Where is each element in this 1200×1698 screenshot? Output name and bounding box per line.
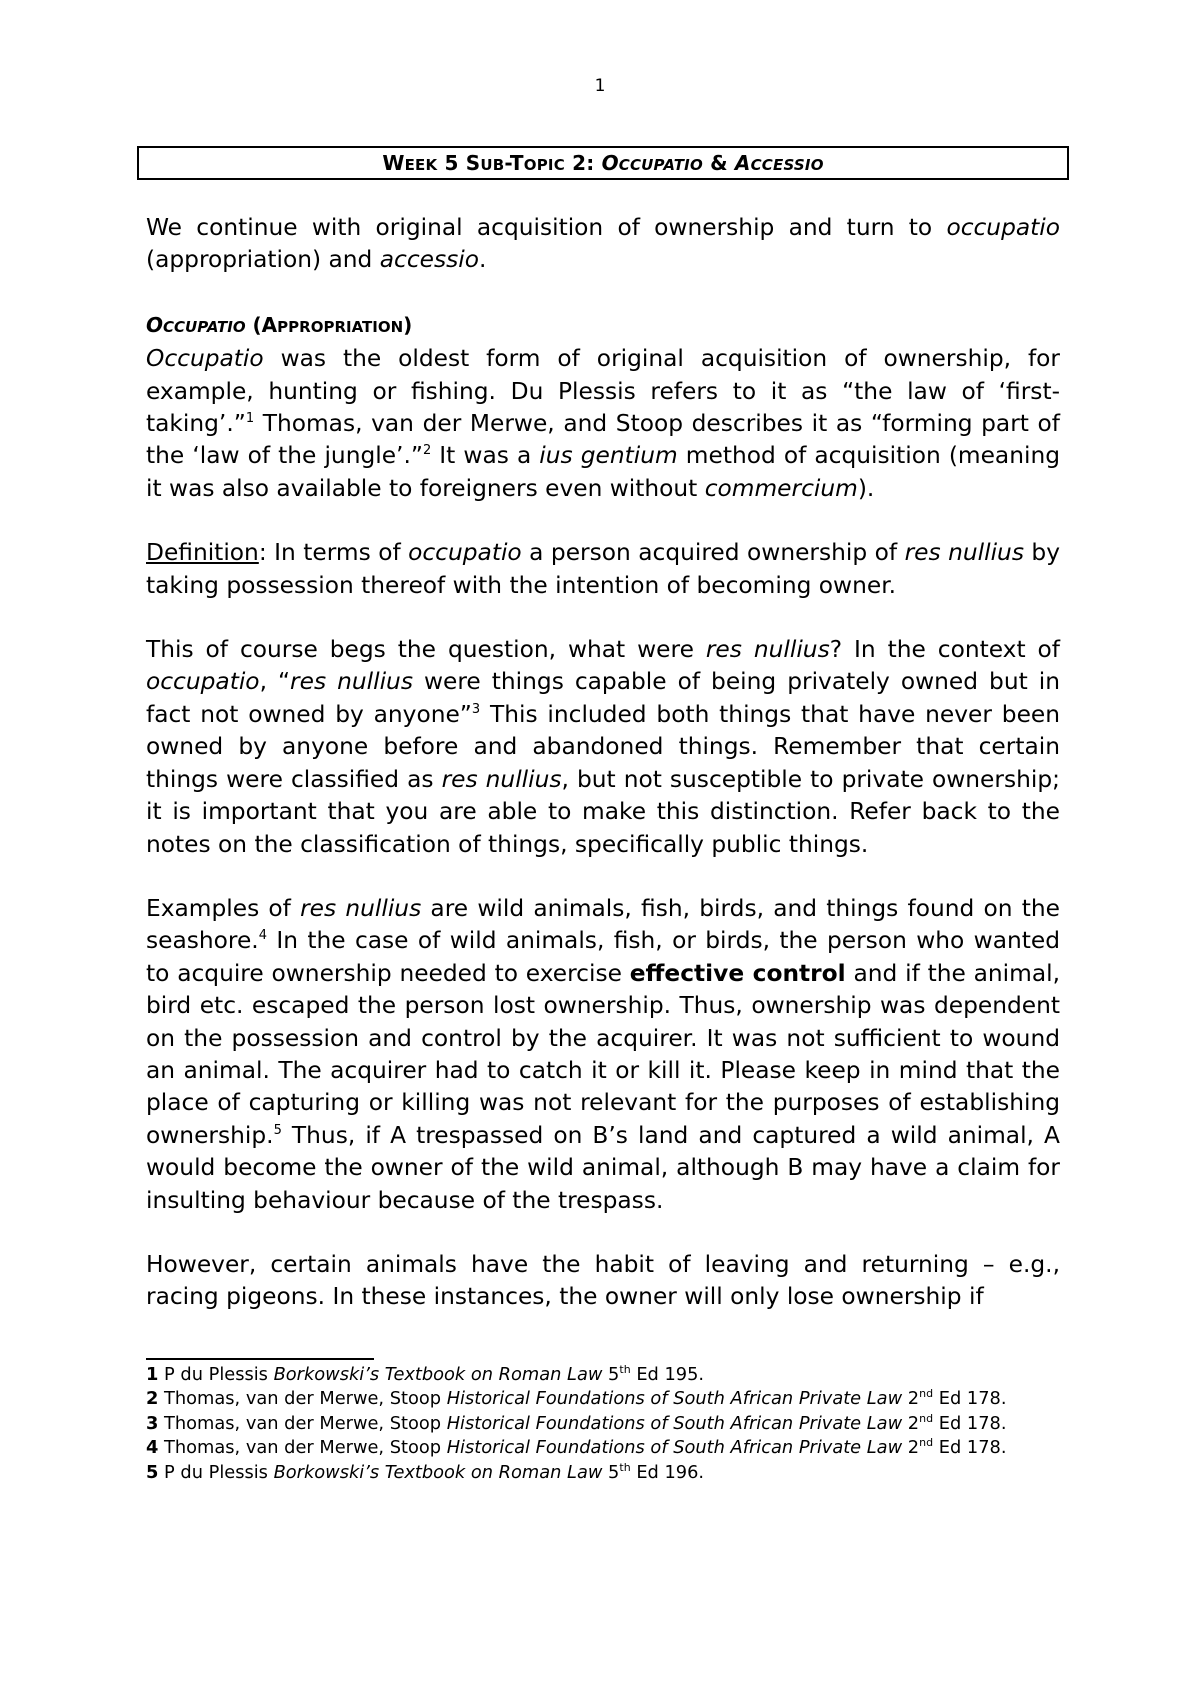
footnote-number: 2	[146, 1388, 159, 1410]
footnote-number: 4	[146, 1437, 159, 1459]
book-title: Borkowski’s Textbook on Roman Law	[273, 1364, 603, 1385]
text-run: 5	[602, 1364, 620, 1385]
title-part: W	[382, 151, 405, 175]
text-run: ? In the context of	[829, 636, 1060, 664]
text-run: (appropriation) and	[146, 246, 380, 274]
text-run: Ed 178.	[933, 1388, 1007, 1410]
footnote	[146, 1436, 1060, 1460]
italic-term: accessio	[379, 246, 479, 274]
text-run: method of acquisition (meaning it was also available to foreigners even without	[146, 442, 1061, 502]
italic-term: res nullius	[300, 894, 422, 922]
text-run: Examples of	[146, 894, 301, 922]
book-title: Historical Foundations of South African Private Law	[446, 1437, 903, 1459]
italic-term: occupatio	[946, 214, 1060, 241]
text-run: Thus, if A trespassed on B’s land and captured a wild animal, A would become the owner of the wild animal, although B may have a claim for insulting behaviour because of the trespass.	[146, 1121, 1060, 1214]
book-title: Historical Foundations of South African Private Law	[446, 1388, 903, 1410]
footnote-ref[interactable]: 2	[422, 443, 432, 459]
footnote-ref[interactable]: 1	[245, 411, 255, 427]
title-part: &	[702, 151, 735, 175]
text-run: We continue with original acquisition of ownership and turn to	[146, 214, 947, 241]
italic-term: ius gentium	[539, 442, 678, 470]
text-run: Ed 195.	[630, 1364, 705, 1385]
text-run: ).	[857, 474, 875, 502]
text-run: This of course begs the question, what were	[146, 636, 706, 664]
text-run: Ed 178.	[933, 1412, 1007, 1434]
title-part: OPIC	[523, 156, 565, 174]
text-run: , “	[259, 668, 291, 696]
footnote-number: 5	[146, 1461, 159, 1483]
text-run: It was a	[431, 442, 540, 470]
text-run: are wild animals, fish, birds, and things found on the seashore.	[146, 894, 1060, 955]
ordinal-suffix: nd	[919, 1436, 934, 1450]
italic-term: res nullius	[441, 765, 562, 793]
ordinal-suffix: th	[619, 1363, 631, 1376]
text-run: 2	[902, 1412, 920, 1434]
text-run: In the case of wild animals, fish, or birds, the person who wanted to acquire ownership needed to exercise	[146, 927, 1060, 987]
heading-part: O	[146, 312, 164, 337]
title-part: CCESSIO	[750, 156, 824, 174]
footnote-number: 1	[146, 1364, 159, 1385]
italic-term: res nullius	[904, 539, 1024, 567]
body-text	[146, 212, 1060, 1314]
ordinal-suffix: nd	[919, 1387, 934, 1401]
title-part: 5 S	[437, 151, 481, 175]
text-run: Ed 178.	[933, 1437, 1007, 1459]
text-run: Thomas, van der Merwe, Stoop	[158, 1388, 447, 1410]
text-run: However, certain animals have the habit of leaving and returning – e.g., racing pigeons. In these instances, the owner will only lose ownership if	[146, 1250, 1060, 1311]
bold-term: effective control	[629, 959, 846, 987]
text-run: Thomas, van der Merwe, Stoop	[158, 1437, 447, 1459]
title-part: CCUPATIO	[618, 156, 703, 174]
definition-label: Definition	[146, 539, 259, 567]
text-run: , but not susceptible to private ownership; it is important that you are able to make this distinction. Refer back to the notes on the classification of things, specifically public things.	[146, 765, 1060, 858]
text-run: 5	[602, 1461, 620, 1483]
heading-part: (A	[245, 312, 278, 337]
text-run: were things capable of being privately owned but in fact not owned by anyone”	[146, 668, 1060, 728]
text-run: 2	[902, 1437, 920, 1459]
text-run: a person acquired ownership of	[521, 539, 905, 567]
italic-term: occupatio	[408, 539, 522, 567]
title-part: UB	[480, 156, 505, 174]
text-run: and if the animal, bird etc. escaped the person lost ownership. Thus, ownership was dependent on the possession and control by the acquirer. It was not sufficient to wound an animal. The acquirer had to catch it or kill it. Please keep in mind that the place of capturing or killing was not relevant for the purposes of establishing ownership.	[146, 959, 1060, 1149]
italic-term: res nullius	[705, 636, 830, 664]
intro-paragraph	[146, 212, 1060, 277]
footnote	[146, 1387, 1060, 1411]
occupatio-paragraph	[146, 343, 1060, 505]
title-part: EEK	[404, 156, 438, 174]
italic-term: res nullius	[290, 668, 413, 696]
text-run: Thomas, van der Merwe, Stoop	[158, 1412, 447, 1434]
title-part: O	[601, 151, 619, 175]
title-part: A	[734, 151, 751, 175]
footnote	[146, 1412, 1060, 1436]
ordinal-suffix: th	[619, 1460, 631, 1474]
text-run: was the oldest form of original acquisition of ownership, for example, hunting or fishing. Du Plessis refers to it as “the law of ‘first-taking’.”	[146, 345, 1060, 438]
ordinal-suffix: nd	[919, 1411, 934, 1425]
text-run: .	[478, 246, 487, 274]
text-run: P du Plessis	[158, 1461, 274, 1483]
text-run: Ed 196.	[630, 1461, 705, 1483]
footnote	[146, 1363, 1060, 1387]
text-run: Thomas, van der Merwe, and Stoop describes it as “forming part of the ‘law of the jungle’.”	[146, 410, 1060, 470]
footnote-number: 3	[146, 1412, 159, 1434]
page-title	[137, 146, 1069, 180]
italic-term: Occupatio	[146, 345, 264, 373]
title-part: -T	[504, 151, 524, 175]
italic-term: occupatio	[146, 668, 260, 696]
footnote	[146, 1461, 1060, 1485]
res-nullius-paragraph	[146, 634, 1060, 861]
section-heading	[146, 309, 1060, 343]
text-run: This included both things that have never been owned by anyone before and abandoned things. Remember that certain things were classified as	[146, 700, 1060, 793]
heading-part: PPROPRIATION	[277, 317, 404, 336]
footnotes	[146, 1363, 1060, 1485]
definition-paragraph	[146, 537, 1060, 602]
examples-paragraph	[146, 893, 1060, 1217]
page-number: 1	[594, 76, 606, 96]
heading-part: CCUPATIO	[163, 317, 246, 336]
text-run: by taking possession thereof with the intention of becoming owner.	[146, 539, 1061, 599]
footnote-ref[interactable]: 4	[258, 928, 267, 944]
footnote-ref[interactable]: 5	[273, 1122, 282, 1138]
book-title: Borkowski’s Textbook on Roman Law	[273, 1461, 603, 1483]
text-run: 2	[902, 1388, 920, 1410]
text-run: P du Plessis	[158, 1364, 274, 1385]
title-part: 2:	[564, 151, 602, 175]
italic-term: commercium	[704, 474, 858, 502]
text-run: : In terms of	[258, 539, 409, 567]
book-title: Historical Foundations of South African Private Law	[446, 1412, 903, 1434]
heading-part: )	[403, 312, 413, 337]
however-paragraph	[146, 1249, 1060, 1314]
footnote-separator	[146, 1358, 374, 1360]
footnote-ref[interactable]: 3	[471, 701, 481, 717]
